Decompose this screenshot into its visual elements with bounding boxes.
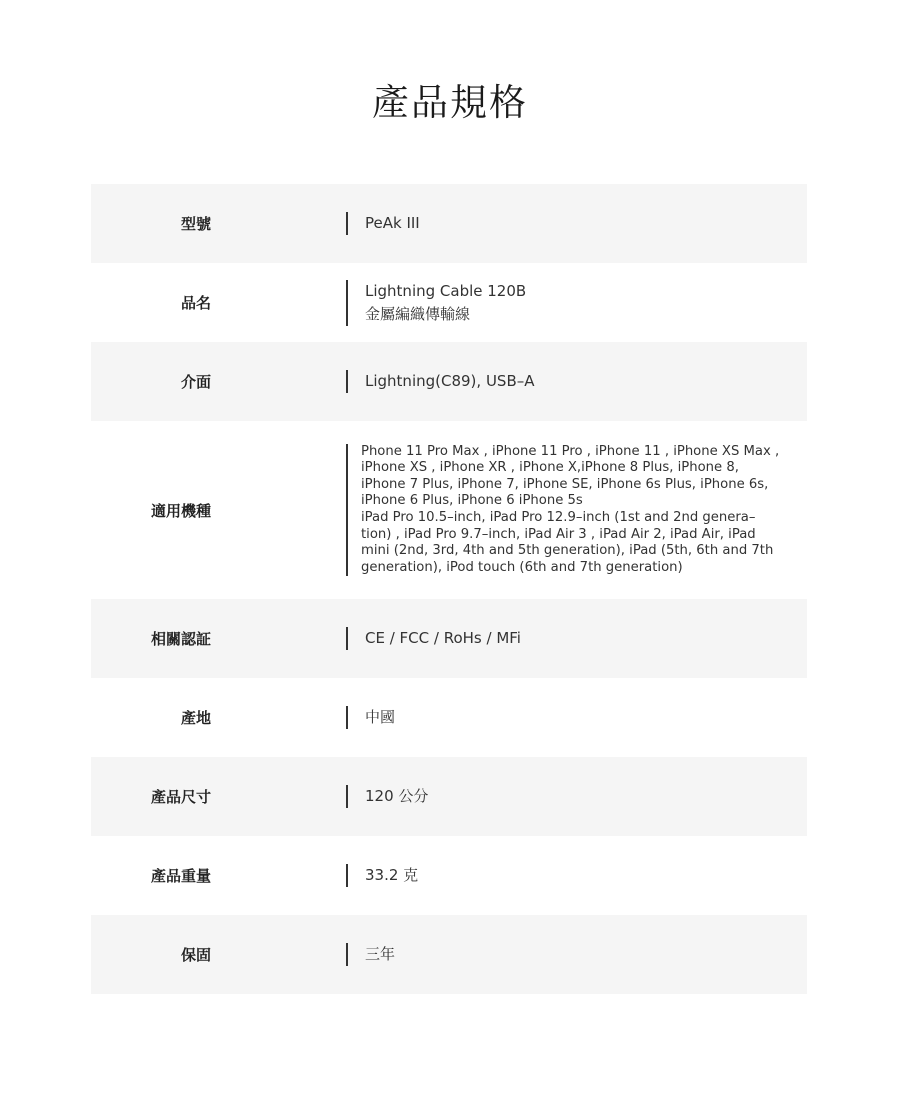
spec-row-compatible-models [91, 421, 807, 599]
spec-table [91, 184, 807, 994]
spec-value [346, 627, 521, 650]
spec-value [346, 785, 428, 808]
spec-value-line: mini (2nd, 3rd, 4th and 5th generation), iPad (5th, 6th and 7th [361, 543, 774, 559]
spec-label: 型號 [180, 215, 211, 233]
spec-value-line: iPad Pro 10.5–inch, iPad Pro 12.9–inch (1st and 2nd genera– [361, 510, 756, 525]
spec-value-line: Phone 11 Pro Max , iPhone 11 Pro , iPhone 11 , iPhone XS Max , [361, 443, 780, 459]
spec-row-product-name [91, 263, 807, 342]
spec-value-line: PeAk III [365, 214, 420, 232]
spec-label: 保固 [180, 946, 211, 964]
spec-value-line: 中國 [365, 708, 396, 726]
spec-row-model [91, 184, 807, 263]
spec-value-line: 三年 [365, 945, 396, 963]
spec-value-line: 120 公分 [365, 787, 429, 805]
spec-value-line: generation), iPod touch (6th and 7th generation) [361, 559, 683, 575]
spec-value-line: 金屬編織傳輸線 [365, 304, 471, 323]
spec-value [346, 444, 779, 577]
spec-label: 品名 [180, 294, 211, 312]
spec-row-origin [91, 678, 807, 757]
spec-value [346, 280, 526, 326]
spec-value-line: Lightning Cable 120B [365, 281, 527, 300]
spec-label: 適用機種 [150, 501, 211, 520]
spec-label: 產品重量 [150, 867, 211, 885]
spec-value-line: iPhone 7 Plus, iPhone 7, iPhone SE, iPhone 6s Plus, iPhone 6s, [361, 476, 769, 492]
spec-value [346, 864, 418, 887]
spec-value [346, 212, 420, 235]
spec-value [346, 370, 535, 393]
spec-label: 產品尺寸 [150, 788, 211, 806]
spec-row-weight [91, 836, 807, 915]
spec-label: 介面 [180, 373, 211, 391]
spec-label: 相關認証 [150, 630, 211, 648]
spec-value-line: iPhone 6 Plus, iPhone 6 iPhone 5s [361, 493, 583, 509]
spec-row-warranty [91, 915, 807, 994]
spec-value-line: iPhone XS , iPhone XR , iPhone X,iPhone 8 Plus, iPhone 8, [361, 460, 739, 476]
spec-value-line: tion) , iPad Pro 9.7–inch, iPad Air 3 , iPad Air 2, iPad Air, iPad [361, 526, 756, 542]
spec-label: 產地 [180, 709, 211, 727]
spec-row-certifications [91, 599, 807, 678]
page-title: 產品規格 [372, 81, 528, 124]
spec-value-line: 33.2 克 [365, 866, 419, 884]
spec-value-line: CE / FCC / RoHs / MFi [365, 629, 521, 647]
spec-value-line: Lightning(C89), USB–A [365, 372, 535, 390]
spec-value [346, 706, 395, 729]
spec-value [346, 943, 395, 966]
spec-row-interface [91, 342, 807, 421]
spec-row-size [91, 757, 807, 836]
